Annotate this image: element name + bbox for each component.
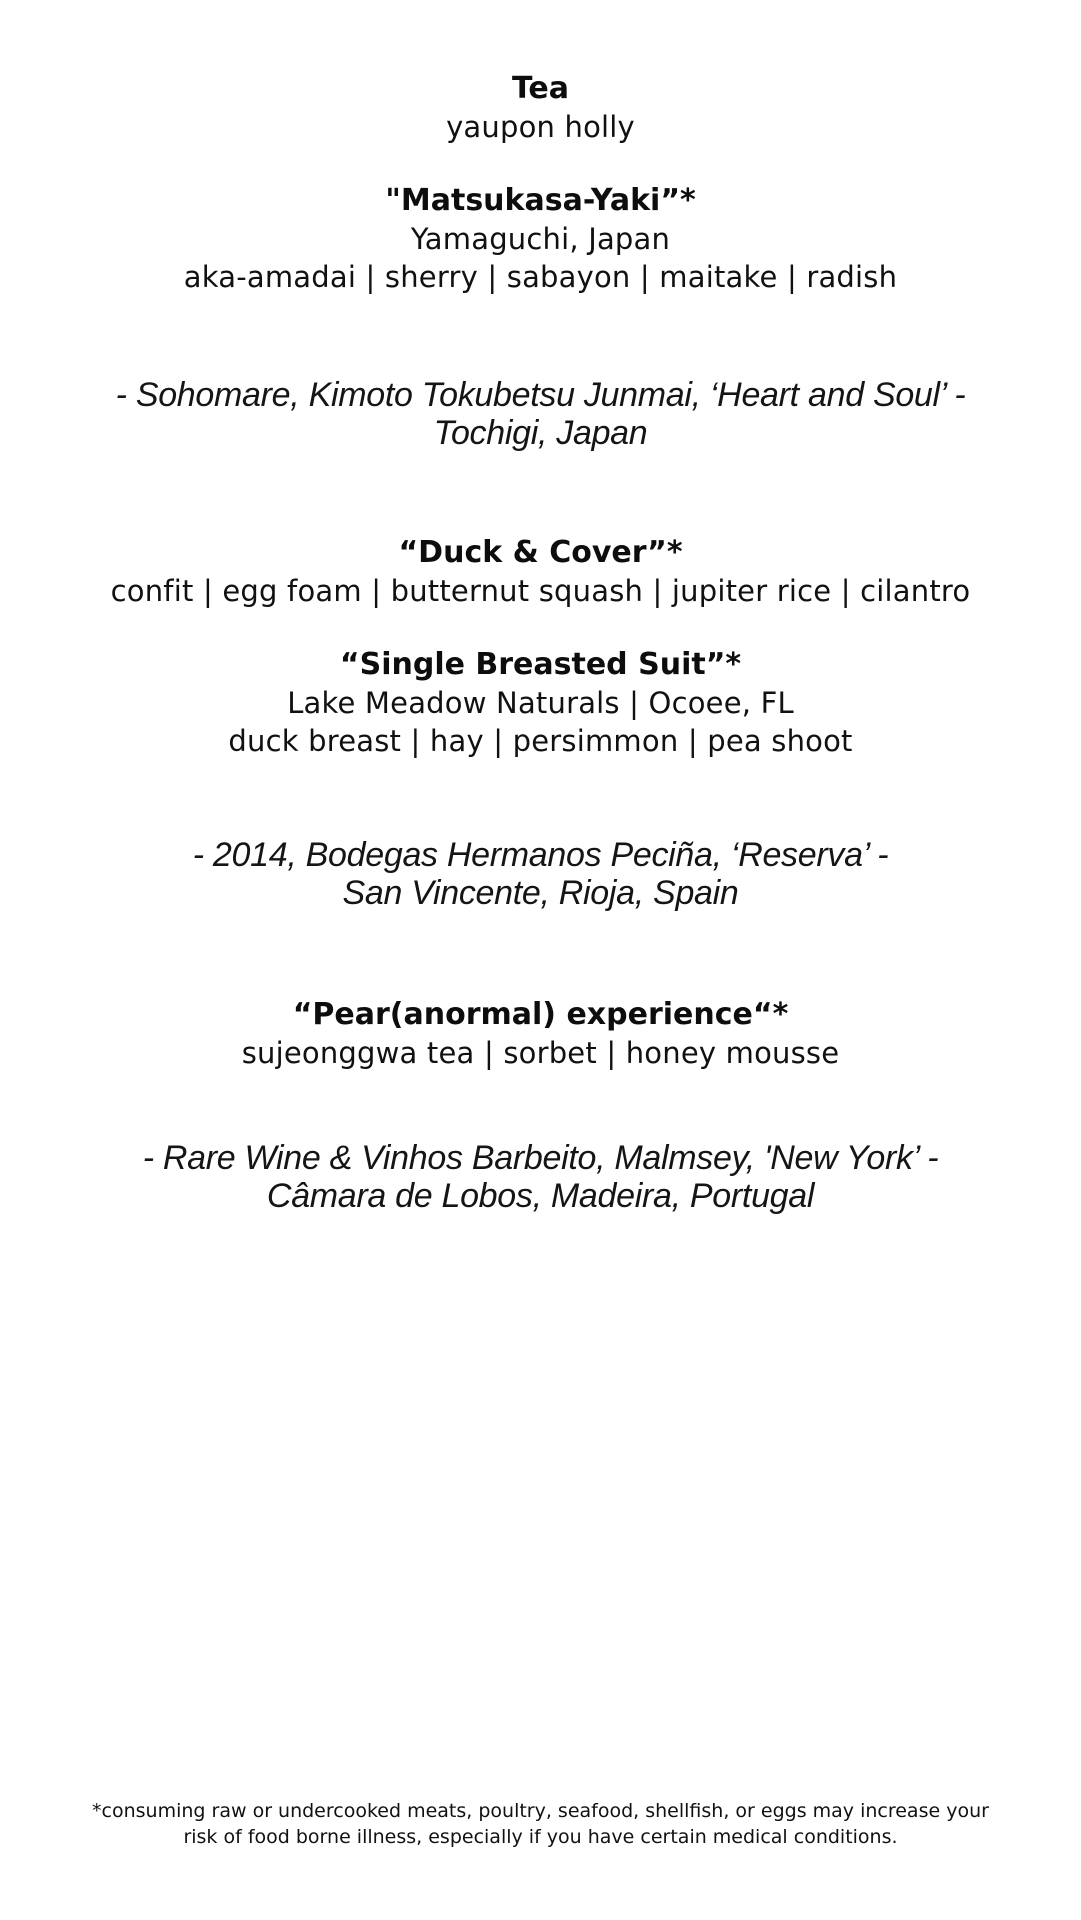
- pairing-name: - Rare Wine & Vinhos Barbeito, Malmsey, 'New York’ -: [142, 1139, 939, 1177]
- course-description: sujeonggwa tea | sorbet | honey mousse: [241, 1036, 840, 1070]
- course-description: duck breast | hay | persimmon | pea shoot: [228, 724, 853, 758]
- course-title: “Single Breasted Suit”*: [339, 647, 742, 682]
- course-title: “Duck & Cover”*: [398, 535, 683, 570]
- course-description: aka-amadai | sherry | sabayon | maitake | radish: [183, 260, 898, 294]
- course-origin: Yamaguchi, Japan: [410, 222, 671, 256]
- course-duck-cover: [0, 534, 1081, 610]
- wine-pairing-madeira: [0, 1139, 1081, 1215]
- course-description: confit | egg foam | butternut squash | jupiter rice | cilantro: [110, 574, 971, 608]
- course-title: Tea: [511, 71, 570, 106]
- course-description: yaupon holly: [446, 110, 635, 144]
- pairing-name: - 2014, Bodegas Hermanos Peciña, ‘Reserva’ -: [192, 836, 889, 874]
- disclaimer-line: risk of food borne illness, especially if you have certain medical conditions.: [183, 1826, 898, 1848]
- pairing-name: - Sohomare, Kimoto Tokubetsu Junmai, ‘Heart and Soul’ -: [115, 376, 966, 414]
- wine-pairing-rioja: [0, 836, 1081, 912]
- course-origin: Lake Meadow Naturals | Ocoee, FL: [287, 686, 794, 720]
- pairing-origin: Câmara de Lobos, Madeira, Portugal: [266, 1177, 815, 1215]
- disclaimer-line: *consuming raw or undercooked meats, poultry, seafood, shellfish, or eggs may increase your: [92, 1800, 989, 1822]
- food-safety-disclaimer: [60, 1798, 1021, 1850]
- pairing-origin: San Vincente, Rioja, Spain: [342, 874, 739, 912]
- tasting-menu: [0, 70, 1081, 1215]
- course-title: “Pear(anormal) experience“*: [292, 997, 789, 1032]
- wine-pairing-sake: [0, 376, 1081, 452]
- course-tea: [0, 70, 1081, 146]
- pairing-origin: Tochigi, Japan: [433, 414, 648, 452]
- course-single-breasted-suit: [0, 646, 1081, 760]
- course-matsukasa-yaki: [0, 182, 1081, 296]
- course-pearanormal-experience: [0, 996, 1081, 1072]
- course-title: "Matsukasa-Yaki”*: [385, 183, 696, 218]
